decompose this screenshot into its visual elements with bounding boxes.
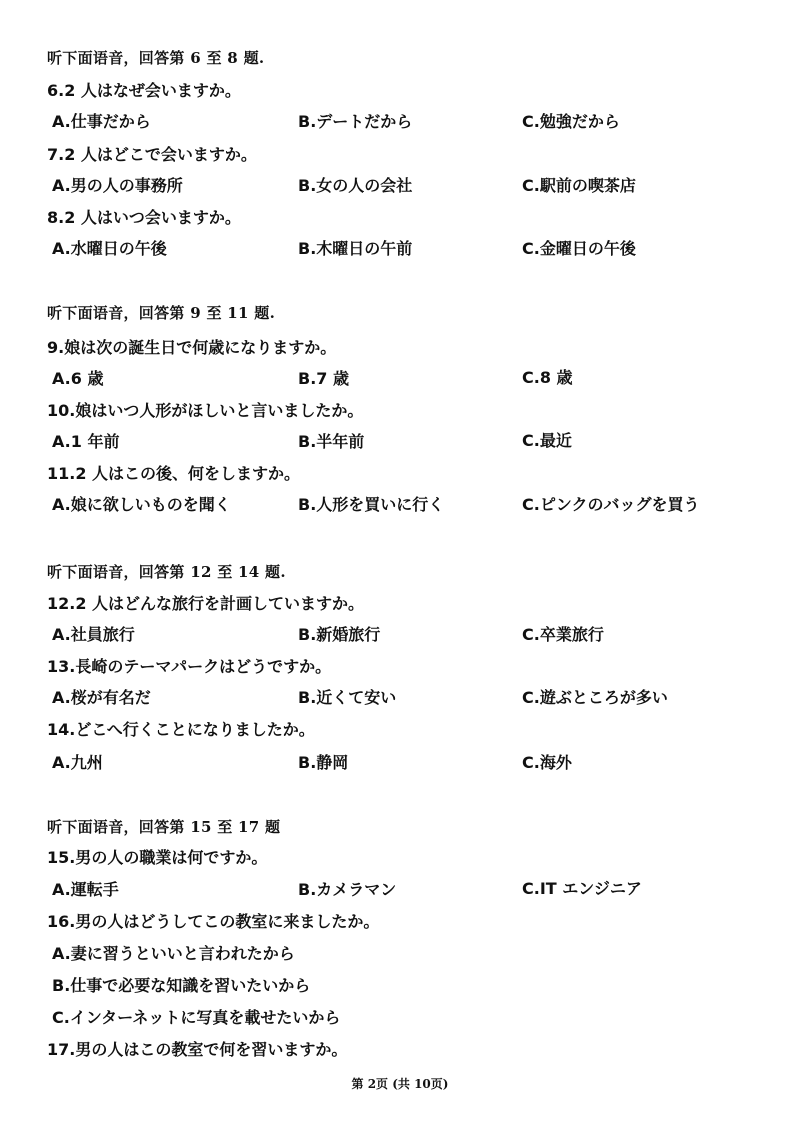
option-15a: A.運転手 bbox=[52, 880, 119, 899]
option-11c: C.ピンクのバッグを買う bbox=[522, 495, 700, 514]
question-6: 6.2 人はなぜ会いますか。 bbox=[47, 81, 241, 100]
page-footer: 第 2页 (共 10页) bbox=[351, 1077, 449, 1091]
option-8b: B.木曜日の午前 bbox=[298, 239, 413, 258]
option-15c: C.IT エンジニア bbox=[522, 879, 642, 898]
question-13: 13.長崎のテーマパークはどうですか。 bbox=[47, 657, 332, 676]
option-8c: C.金曜日の午後 bbox=[522, 239, 636, 258]
option-6c: C.勉強だから bbox=[522, 112, 620, 131]
question-10: 10.娘はいつ人形がほしいと言いましたか。 bbox=[47, 401, 364, 420]
question-16: 16.男の人はどうしてこの教室に来ましたか。 bbox=[47, 912, 380, 931]
option-6a: A.仕事だから bbox=[52, 112, 151, 131]
section-instruction: 听下面语音，回答第 6 至 8 题. bbox=[47, 49, 265, 67]
option-10b: B.半年前 bbox=[298, 432, 365, 451]
section-instruction: 听下面语音，回答第 9 至 11 题. bbox=[47, 304, 276, 322]
question-7: 7.2 人はどこで会いますか。 bbox=[47, 145, 257, 164]
option-13b: B.近くて安い bbox=[298, 688, 397, 707]
option-16b: B.仕事で必要な知識を習いたいから bbox=[52, 976, 311, 995]
option-10a: A.1 年前 bbox=[52, 432, 120, 451]
question-8: 8.2 人はいつ会いますか。 bbox=[47, 208, 241, 227]
option-12c: C.卒業旅行 bbox=[522, 625, 604, 644]
option-15b: B.カメラマン bbox=[298, 880, 397, 899]
option-14a: A.九州 bbox=[52, 753, 103, 772]
option-9b: B.7 歳 bbox=[298, 369, 349, 388]
question-11: 11.2 人はこの後、何をしますか。 bbox=[47, 464, 301, 483]
option-11a: A.娘に欲しいものを聞く bbox=[52, 495, 231, 514]
section-instruction: 听下面语音，回答第 12 至 14 题. bbox=[47, 563, 286, 581]
option-9c: C.8 歳 bbox=[522, 368, 573, 387]
option-12b: B.新婚旅行 bbox=[298, 625, 381, 644]
option-10c: C.最近 bbox=[522, 431, 572, 450]
option-12a: A.社員旅行 bbox=[52, 625, 135, 644]
option-13c: C.遊ぶところが多い bbox=[522, 688, 668, 707]
option-7b: B.女の人の会社 bbox=[298, 176, 413, 195]
option-14b: B.静岡 bbox=[298, 753, 349, 772]
option-14c: C.海外 bbox=[522, 753, 572, 772]
question-15: 15.男の人の職業は何ですか。 bbox=[47, 848, 268, 867]
option-13a: A.桜が有名だ bbox=[52, 688, 151, 707]
question-12: 12.2 人はどんな旅行を計画していますか。 bbox=[47, 594, 365, 613]
option-16c: C.インターネットに写真を載せたいから bbox=[52, 1008, 341, 1027]
option-9a: A.6 歳 bbox=[52, 369, 104, 388]
question-14: 14.どこへ行くことになりましたか。 bbox=[47, 720, 315, 739]
option-16a: A.妻に習うといいと言われたから bbox=[52, 944, 295, 963]
option-7c: C.駅前の喫茶店 bbox=[522, 176, 636, 195]
question-17: 17.男の人はこの教室で何を習いますか。 bbox=[47, 1040, 348, 1059]
section-instruction: 听下面语音，回答第 15 至 17 题 bbox=[47, 818, 281, 836]
option-6b: B.デートだから bbox=[298, 112, 413, 131]
option-8a: A.水曜日の午後 bbox=[52, 239, 167, 258]
option-7a: A.男の人の事務所 bbox=[52, 176, 183, 195]
question-9: 9.娘は次の誕生日で何歳になりますか。 bbox=[47, 338, 337, 357]
option-11b: B.人形を買いに行く bbox=[298, 495, 445, 514]
